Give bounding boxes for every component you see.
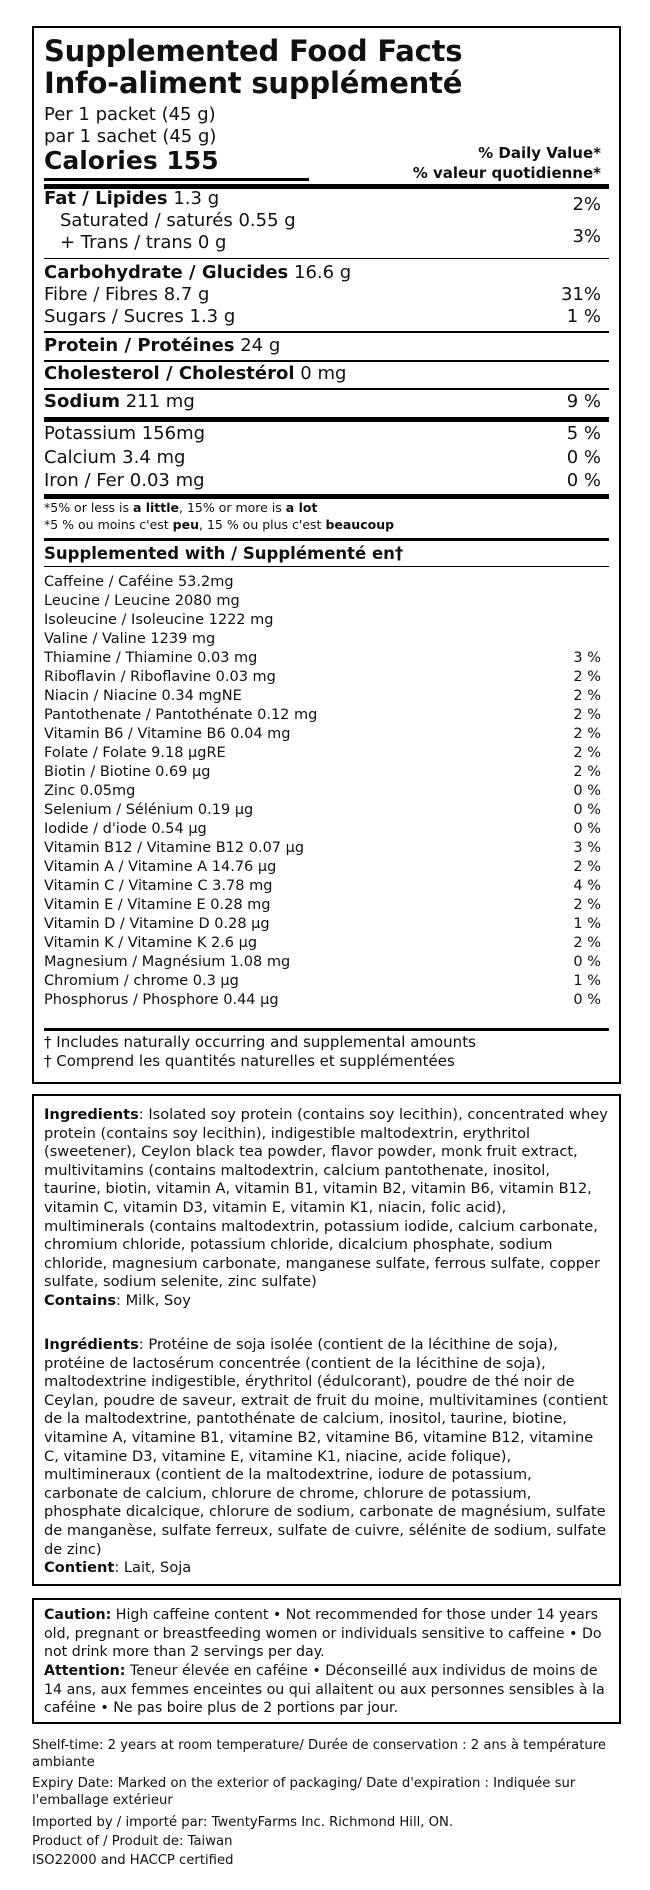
supplement-row <box>44 877 601 896</box>
supplement-row <box>44 915 601 934</box>
footnote-bold: peu <box>172 517 199 532</box>
supplement-label: Vitamin E / Vitamine E 0.28 mg <box>44 897 271 913</box>
protein-row <box>44 335 280 356</box>
caution-panel <box>32 1598 621 1724</box>
sodium-amount: 211 mg <box>125 391 195 412</box>
supplement-label: Folate / Folate 9.18 µgRE <box>44 745 226 761</box>
supplement-pct: 2 % <box>573 707 601 723</box>
supplement-label: Phosphorus / Phosphore 0.44 µg <box>44 992 279 1008</box>
supplement-row <box>44 953 601 972</box>
attention-text: Teneur élevée en caféine • Déconseillé aux individus de moins de 14 ans, aux femmes enceintes ou qui allaitent ou aux personnes sensibles à la caféine • Ne pas boire plus de 2 portions par jour. <box>44 1663 605 1717</box>
serving-size-en: Per 1 packet (45 g) <box>44 104 216 125</box>
fibre-row: Fibre / Fibres 8.7 g <box>44 284 210 305</box>
supplement-row <box>44 782 601 801</box>
supplement-row <box>44 972 601 991</box>
supplement-label: Vitamin B12 / Vitamine B12 0.07 µg <box>44 840 305 856</box>
sodium-pct: 9 % <box>566 391 601 412</box>
supplement-pct: 2 % <box>573 859 601 875</box>
supplemented-heading: Supplemented with / Supplémenté en† <box>44 544 404 563</box>
supplement-pct: 2 % <box>573 726 601 742</box>
divider <box>44 258 609 259</box>
sodium-label: Sodium <box>44 391 120 412</box>
divider <box>44 566 609 567</box>
footnote-text: , 15% or more is <box>179 500 286 515</box>
supplement-pct: 2 % <box>573 764 601 780</box>
supplement-row <box>44 934 601 953</box>
supplemented-note-fr: † Comprend les quantités naturelles et supplémentées <box>44 1052 455 1070</box>
supplement-pct: 0 % <box>573 954 601 970</box>
caution-text: High caffeine content • Not recommended for those under 14 years old, pregnant or breastfeeding women or individuals sensitive to caffeine • Do not drink more than 2 servings per day. <box>44 1607 602 1661</box>
fat-label: Fat / Lipides <box>44 188 168 209</box>
iron-row: Iron / Fer 0.03 mg <box>44 470 205 491</box>
thick-rule <box>44 494 609 499</box>
supplement-pct: 2 % <box>573 669 601 685</box>
carb-row <box>44 262 351 283</box>
supplement-label: Riboflavin / Riboflavine 0.03 mg <box>44 669 276 685</box>
supplement-label: Caffeine / Caféine 53.2mg <box>44 574 234 590</box>
cholesterol-label: Cholesterol / Cholestérol <box>44 363 295 384</box>
ingredients-label: Ingrédients <box>44 1336 139 1353</box>
supplement-row <box>44 839 601 858</box>
importer: Imported by / importé par: TwentyFarms Inc. Richmond Hill, ON. <box>32 1815 454 1830</box>
supplement-row <box>44 801 601 820</box>
caution-label: Caution: <box>44 1607 112 1623</box>
supplement-row <box>44 725 601 744</box>
carb-amount: 16.6 g <box>294 262 352 283</box>
protein-label: Protein / Protéines <box>44 335 235 356</box>
ingredients-en <box>44 1106 610 1311</box>
divider <box>44 1028 609 1031</box>
footnote-fr <box>44 517 394 532</box>
footnote-text: *5 % ou moins c'est <box>44 517 173 532</box>
supplement-label: Vitamin B6 / Vitamine B6 0.04 mg <box>44 726 291 742</box>
protein-amount: 24 g <box>240 335 281 356</box>
supplement-pct: 2 % <box>573 745 601 761</box>
supplement-pct: 0 % <box>573 783 601 799</box>
contains-text: : Milk, Soy <box>116 1291 191 1309</box>
supplement-row <box>44 630 601 649</box>
saturated-row: Saturated / saturés 0.55 g <box>60 210 296 231</box>
supplement-pct: 2 % <box>573 897 601 913</box>
carb-label: Carbohydrate / Glucides <box>44 262 289 283</box>
sugars-row: Sugars / Sucres 1.3 g <box>44 306 236 327</box>
nutrition-facts-panel <box>32 26 621 1084</box>
sugars-pct: 1 % <box>566 306 601 327</box>
footnote-bold: a little <box>132 500 180 515</box>
supplement-row <box>44 573 601 592</box>
supplement-label: Magnesium / Magnésium 1.08 mg <box>44 954 291 970</box>
shelf-life: Shelf-time: 2 years at room temperature/ Durée de conservation : 2 ans à température ambiante <box>32 1738 607 1770</box>
ingredients-text: : Protéine de soja isolée (contient de la lécithine de soja), protéine de lactosérum concentrée (contient de la lécithine de soja), maltodextrine indigestible, érythritol (édulcorant), poudre de thé noir de Ceylan, poudre de saveur, extrait de fruit du moine, multivitamines (contient de la maltodextrine, pantothénate de calcium, inositol, taurine, biotine, vitamine A, vitamine B1, vitamine B2, vitamine B6, vitamine B12, vitamine C, vitamine D3, vitamine E, vitamine K1, niacine, acide folique), multimineraux (contient de la maltodextrine, iodure de potassium, carbonate de calcium, chlorure de chrome, chlorure de potassium, phosphate dicalcique, chlorure de sodium, carbonate de magnésium, sulfate de manganèse, sulfate ferreux, sulfate de cuivre, sélénite de sodium, sulfate de zinc) <box>44 1336 608 1558</box>
supplement-row <box>44 858 601 877</box>
supplement-pct: 1 % <box>573 916 601 932</box>
supplement-label: Zinc 0.05mg <box>44 783 136 799</box>
supplement-pct: 4 % <box>573 878 601 894</box>
sodium-row <box>44 391 195 412</box>
calories: Calories 155 <box>44 146 219 175</box>
supplement-row <box>44 668 601 687</box>
supplement-pct: 0 % <box>573 992 601 1008</box>
supplement-row <box>44 744 601 763</box>
footnote-bold: a lot <box>285 500 318 515</box>
supplement-row <box>44 896 601 915</box>
attention-label: Attention: <box>44 1663 126 1679</box>
ingredients-label: Ingredients <box>44 1106 139 1123</box>
supplement-row <box>44 991 601 1010</box>
cholesterol-amount: 0 mg <box>300 363 347 384</box>
fat-amount: 1.3 g <box>173 188 220 209</box>
divider <box>44 388 609 390</box>
certification: ISO22000 and HACCP certified <box>32 1853 234 1868</box>
supplement-row <box>44 820 601 839</box>
supplement-pct: 3 % <box>573 650 601 666</box>
ingredients-text: : Isolated soy protein (contains soy lecithin), concentrated whey protein (contains soy lecithin), indigestible maltodextrin, erythritol (sweetener), Ceylon black tea powder, flavor powder, monk fruit extract, multivitamins (contains maltodextrin, calcium pantothenate, inositol, taurine, biotin, vitamin A, vitamin B1, vitamin B2, vitamin B6, vitamin B12, vitamin C, vitamin D3, vitamin E, vitamin K1, niacin, folic acid), multiminerals (contains maltodextrin, potassium iodide, calcium carbonate, chromium chloride, potassium chloride, dicalcium phosphate, sodium chloride, magnesium carbonate, manganese sulfate, ferrous sulfate, copper sulfate, sodium selenite, zinc sulfate) <box>44 1106 608 1291</box>
supplement-row <box>44 611 601 630</box>
serving-size-fr: par 1 sachet (45 g) <box>44 126 217 147</box>
divider <box>44 538 609 541</box>
daily-value-header-en: % Daily Value* <box>478 144 601 162</box>
supplemented-note-en: † Includes naturally occurring and supplemental amounts <box>44 1033 476 1051</box>
supplement-pct: 3 % <box>573 840 601 856</box>
cholesterol-row <box>44 363 346 384</box>
expiry-date: Expiry Date: Marked on the exterior of packaging/ Date d'expiration : Indiquée sur l'emballage extérieur <box>32 1776 576 1808</box>
supplement-label: Biotin / Biotine 0.69 µg <box>44 764 211 780</box>
trans-pct: 3% <box>572 226 601 247</box>
fat-row <box>44 188 219 209</box>
caution-en <box>44 1606 610 1662</box>
supplement-label: Pantothenate / Pantothénate 0.12 mg <box>44 707 318 723</box>
calories-rule <box>44 178 309 181</box>
supplement-label: Vitamin A / Vitamine A 14.76 µg <box>44 859 277 875</box>
thick-rule <box>44 417 609 422</box>
supplement-row <box>44 649 601 668</box>
supplement-row <box>44 763 601 782</box>
calcium-pct: 0 % <box>566 447 601 468</box>
supplemented-list <box>44 573 601 1010</box>
supplement-row <box>44 706 601 725</box>
footnote-en <box>44 500 317 515</box>
supplement-label: Valine / Valine 1239 mg <box>44 631 216 647</box>
supplement-label: Chromium / chrome 0.3 µg <box>44 973 239 989</box>
supplement-label: Vitamin K / Vitamine K 2.6 µg <box>44 935 258 951</box>
divider <box>44 331 609 333</box>
contains-label: Contains <box>44 1291 117 1309</box>
facts-title-fr: Info-aliment supplémenté <box>44 66 463 100</box>
supplement-row <box>44 687 601 706</box>
facts-title-en: Supplemented Food Facts <box>44 34 463 68</box>
supplement-label: Vitamin D / Vitamine D 0.28 µg <box>44 916 270 932</box>
divider <box>44 360 609 362</box>
ingredients-fr <box>44 1336 610 1578</box>
calcium-row: Calcium 3.4 mg <box>44 447 186 468</box>
supplement-pct: 2 % <box>573 935 601 951</box>
ingredients-panel <box>32 1094 621 1586</box>
supplement-pct: 2 % <box>573 688 601 704</box>
supplement-label: Selenium / Sélénium 0.19 µg <box>44 802 254 818</box>
supplement-pct: 0 % <box>573 821 601 837</box>
footnote-text: , 15 % ou plus c'est <box>199 517 326 532</box>
supplement-label: Isoleucine / Isoleucine 1222 mg <box>44 612 274 628</box>
iron-pct: 0 % <box>566 470 601 491</box>
supplement-row <box>44 592 601 611</box>
supplement-label: Iodide / d'iode 0.54 µg <box>44 821 207 837</box>
fat-pct: 2% <box>572 194 601 215</box>
contains-text: : Lait, Soja <box>114 1559 192 1577</box>
potassium-pct: 5 % <box>566 423 601 444</box>
supplement-label: Niacin / Niacine 0.34 mgNE <box>44 688 242 704</box>
footnote-text: *5% or less is <box>44 500 133 515</box>
footnote-bold: beaucoup <box>325 517 395 532</box>
daily-value-header-fr: % valeur quotidienne* <box>412 164 601 182</box>
supplement-label: Leucine / Leucine 2080 mg <box>44 593 240 609</box>
supplement-label: Thiamine / Thiamine 0.03 mg <box>44 650 258 666</box>
fibre-pct: 31% <box>560 284 601 305</box>
product-of: Product of / Produit de: Taiwan <box>32 1834 233 1849</box>
supplement-pct: 0 % <box>573 802 601 818</box>
trans-row: + Trans / trans 0 g <box>60 232 227 253</box>
supplement-pct: 1 % <box>573 973 601 989</box>
potassium-row: Potassium 156mg <box>44 423 206 444</box>
caution-fr <box>44 1662 610 1718</box>
contains-label: Contient <box>44 1559 115 1577</box>
supplement-label: Vitamin C / Vitamine C 3.78 mg <box>44 878 273 894</box>
